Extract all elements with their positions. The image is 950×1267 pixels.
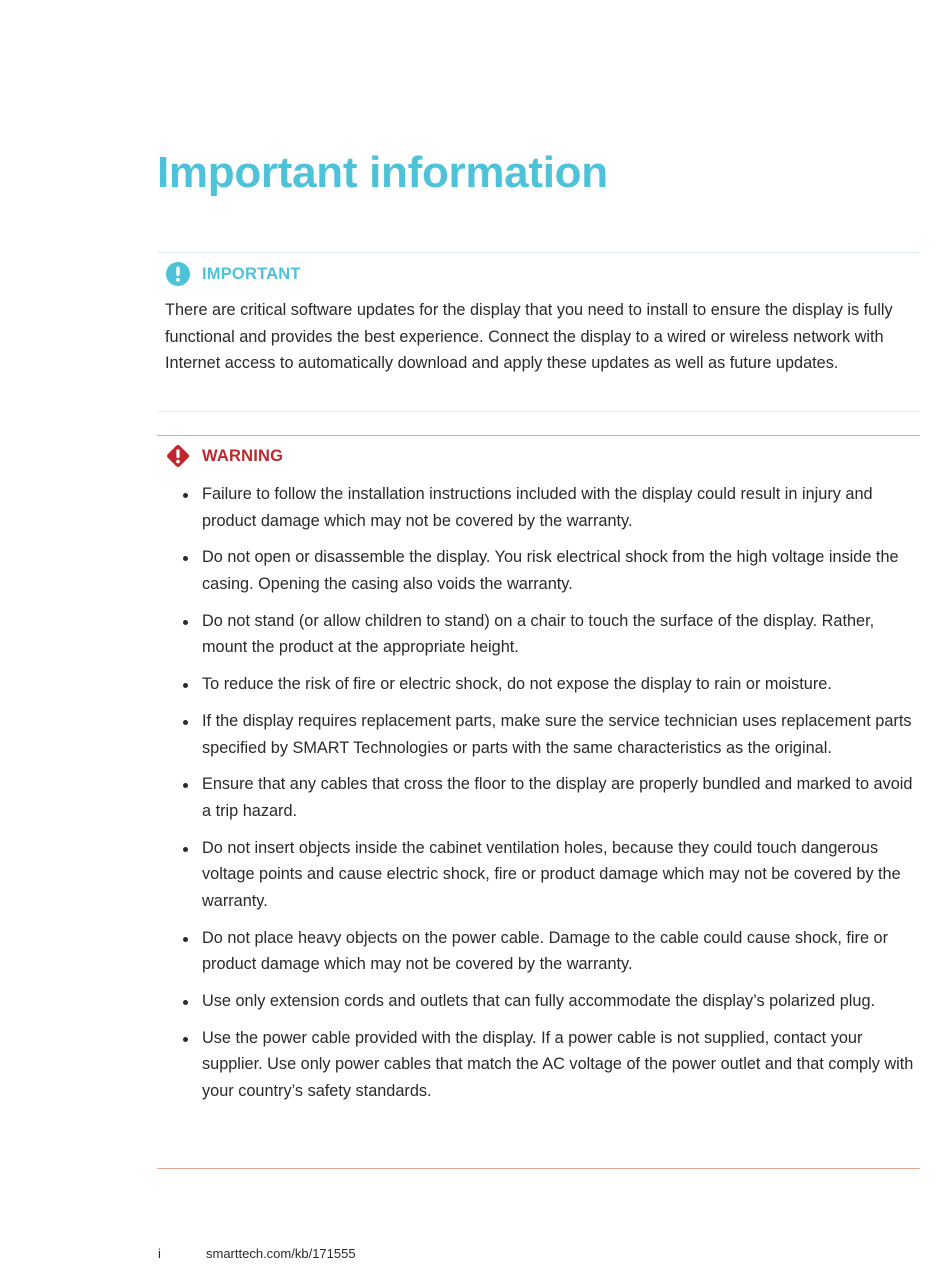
warning-item: If the display requires replacement parts, make sure the service technician uses replacement parts specified by SMART Technologies or parts with the same characteristics as the original. [157, 708, 920, 761]
warning-item: Do not open or disassemble the display. You risk electrical shock from the high voltage inside the casing. Opening the casing also voids the warranty. [157, 544, 920, 597]
important-text: There are critical software updates for the display that you need to install to ensure the display is fully functional and provides the best experience. Connect the display to a wired or wireless network with Internet access to automatically download and apply these updates as well as future updates. [165, 301, 893, 373]
important-notice-header [165, 261, 301, 287]
warning-item: Ensure that any cables that cross the floor to the display are properly bundled and marked to avoid a trip hazard. [157, 771, 920, 824]
warning-notice-header [165, 443, 283, 469]
warning-notice [157, 435, 920, 1169]
warning-label: WARNING [202, 446, 284, 465]
page-title: Important information [157, 148, 608, 197]
page-footer [0, 1246, 950, 1266]
exclamation-circle-icon [165, 261, 191, 287]
important-notice [157, 252, 920, 412]
warning-list [157, 481, 920, 1115]
warning-item: Use only extension cords and outlets that can fully accommodate the display’s polarized plug. [157, 988, 920, 1015]
footer-url-link[interactable]: smarttech.com/kb/171555 [206, 1246, 356, 1261]
warning-item: Use the power cable provided with the display. If a power cable is not supplied, contact your supplier. Use only power cables that match the AC voltage of the power outlet and that comply with your country’s safety standards. [157, 1025, 920, 1105]
warning-diamond-icon [165, 443, 191, 469]
footer-page-number: i [158, 1246, 161, 1261]
warning-item: Do not place heavy objects on the power cable. Damage to the cable could cause shock, fire or product damage which may not be covered by the warranty. [157, 925, 920, 978]
warning-item: Do not insert objects inside the cabinet ventilation holes, because they could touch dangerous voltage points and cause electric shock, fire or product damage which may not be covered by the warranty. [157, 835, 920, 915]
warning-item: To reduce the risk of fire or electric shock, do not expose the display to rain or moisture. [157, 671, 920, 698]
important-label: IMPORTANT [202, 264, 301, 283]
warning-item: Do not stand (or allow children to stand) on a chair to touch the surface of the display. Rather, mount the product at the appropriate height. [157, 608, 920, 661]
warning-item: Failure to follow the installation instructions included with the display could result in injury and product damage which may not be covered by the warranty. [157, 481, 920, 534]
